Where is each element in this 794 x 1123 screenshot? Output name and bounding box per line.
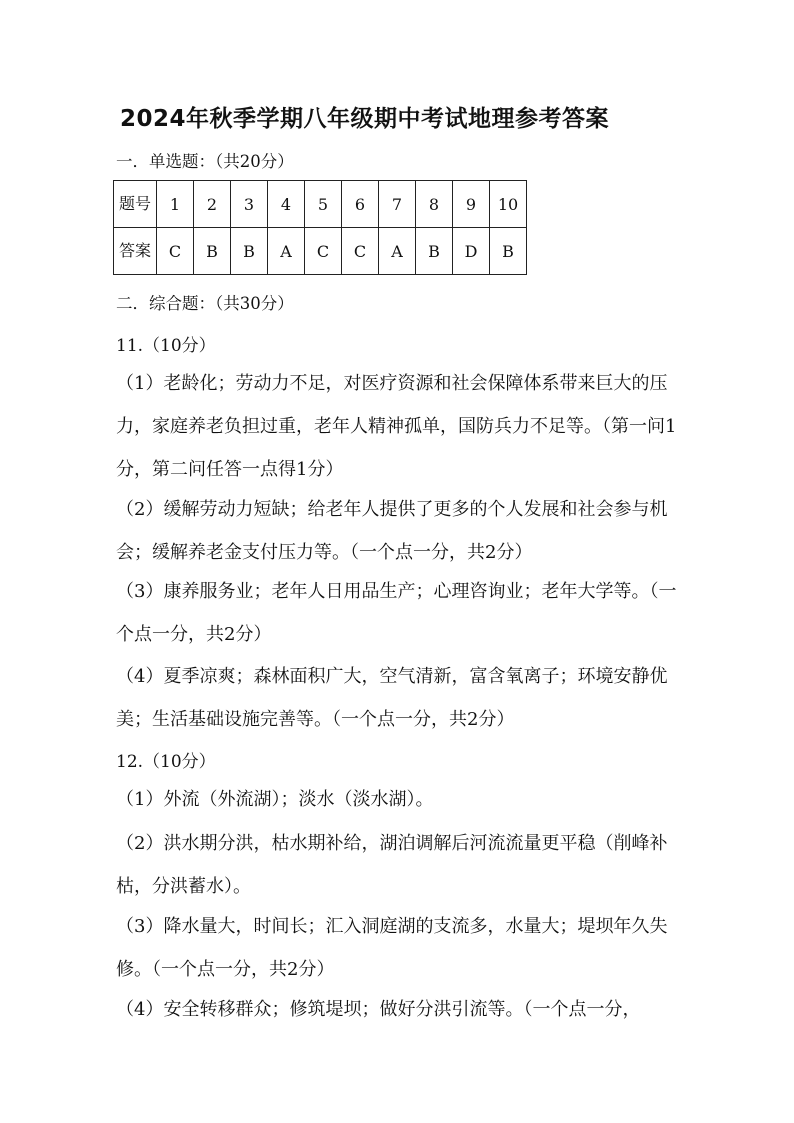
answer-cell: B [231,228,268,275]
question-12-part-2: （2）洪水期分洪，枯水期补给，湖泊调解后河流流量更平稳（削峰补枯，分洪蓄水）。 [116,833,668,897]
question-number-cell: 10 [490,181,527,228]
answer-cell: B [490,228,527,275]
question-number-cell: 7 [379,181,416,228]
section2-heading: 二．综合题：（共30分） [116,294,294,313]
section1-heading: 一．单选题：（共20分） [116,152,294,171]
answer-cell: B [416,228,453,275]
question-12-part-1: （1）外流（外流湖）；淡水（淡水湖）。 [116,789,434,810]
question-number-cell: 4 [268,181,305,228]
question-11-heading: 11.（10分） [116,336,216,356]
question-number-cell: 1 [157,181,194,228]
answer-cell: C [342,228,379,275]
answer-row [114,228,527,275]
answer-cell: B [194,228,231,275]
question-number-cell: 5 [305,181,342,228]
question-12-heading: 12.（10分） [116,752,216,772]
answer-cell: A [268,228,305,275]
question-11-part-1: （1）老龄化；劳动力不足，对医疗资源和社会保障体系带来巨大的压力，家庭养老负担过重，老年人精神孤单，国防兵力不足等。（第一问1分，第二问任答一点得1分） [116,373,677,480]
answer-table [113,180,527,275]
question-number-cell: 3 [231,181,268,228]
question-number-cell: 8 [416,181,453,228]
answer-cell: C [157,228,194,275]
question-number-cell: 2 [194,181,231,228]
answer-cell: D [453,228,490,275]
answer-cell: C [305,228,342,275]
page-title: 2024年秋季学期八年级期中考试地理参考答案 [120,106,610,132]
row-label-answer: 答案 [114,228,157,275]
question-number-row [114,181,527,228]
question-number-cell: 9 [453,181,490,228]
question-11-part-3: （3）康养服务业；老年人日用品生产；心理咨询业；老年大学等。（一个点一分，共2分） [116,581,677,645]
question-11-part-4: （4）夏季凉爽；森林面积广大，空气清新，富含氧离子；环境安静优美；生活基础设施完善等。（一个点一分，共2分） [116,666,668,730]
question-number-cell: 6 [342,181,379,228]
row-label-question-number: 题号 [114,181,157,228]
answer-cell: A [379,228,416,275]
question-11-part-2: （2）缓解劳动力短缺；给老年人提供了更多的个人发展和社会参与机会；缓解养老金支付压力等。（一个点一分，共2分） [116,499,668,563]
question-12-part-3: （3）降水量大，时间长；汇入洞庭湖的支流多，水量大；堤坝年久失修。（一个点一分，共2分） [116,916,668,980]
question-12-part-4: （4）安全转移群众；修筑堤坝；做好分洪引流等。（一个点一分， [116,999,641,1020]
